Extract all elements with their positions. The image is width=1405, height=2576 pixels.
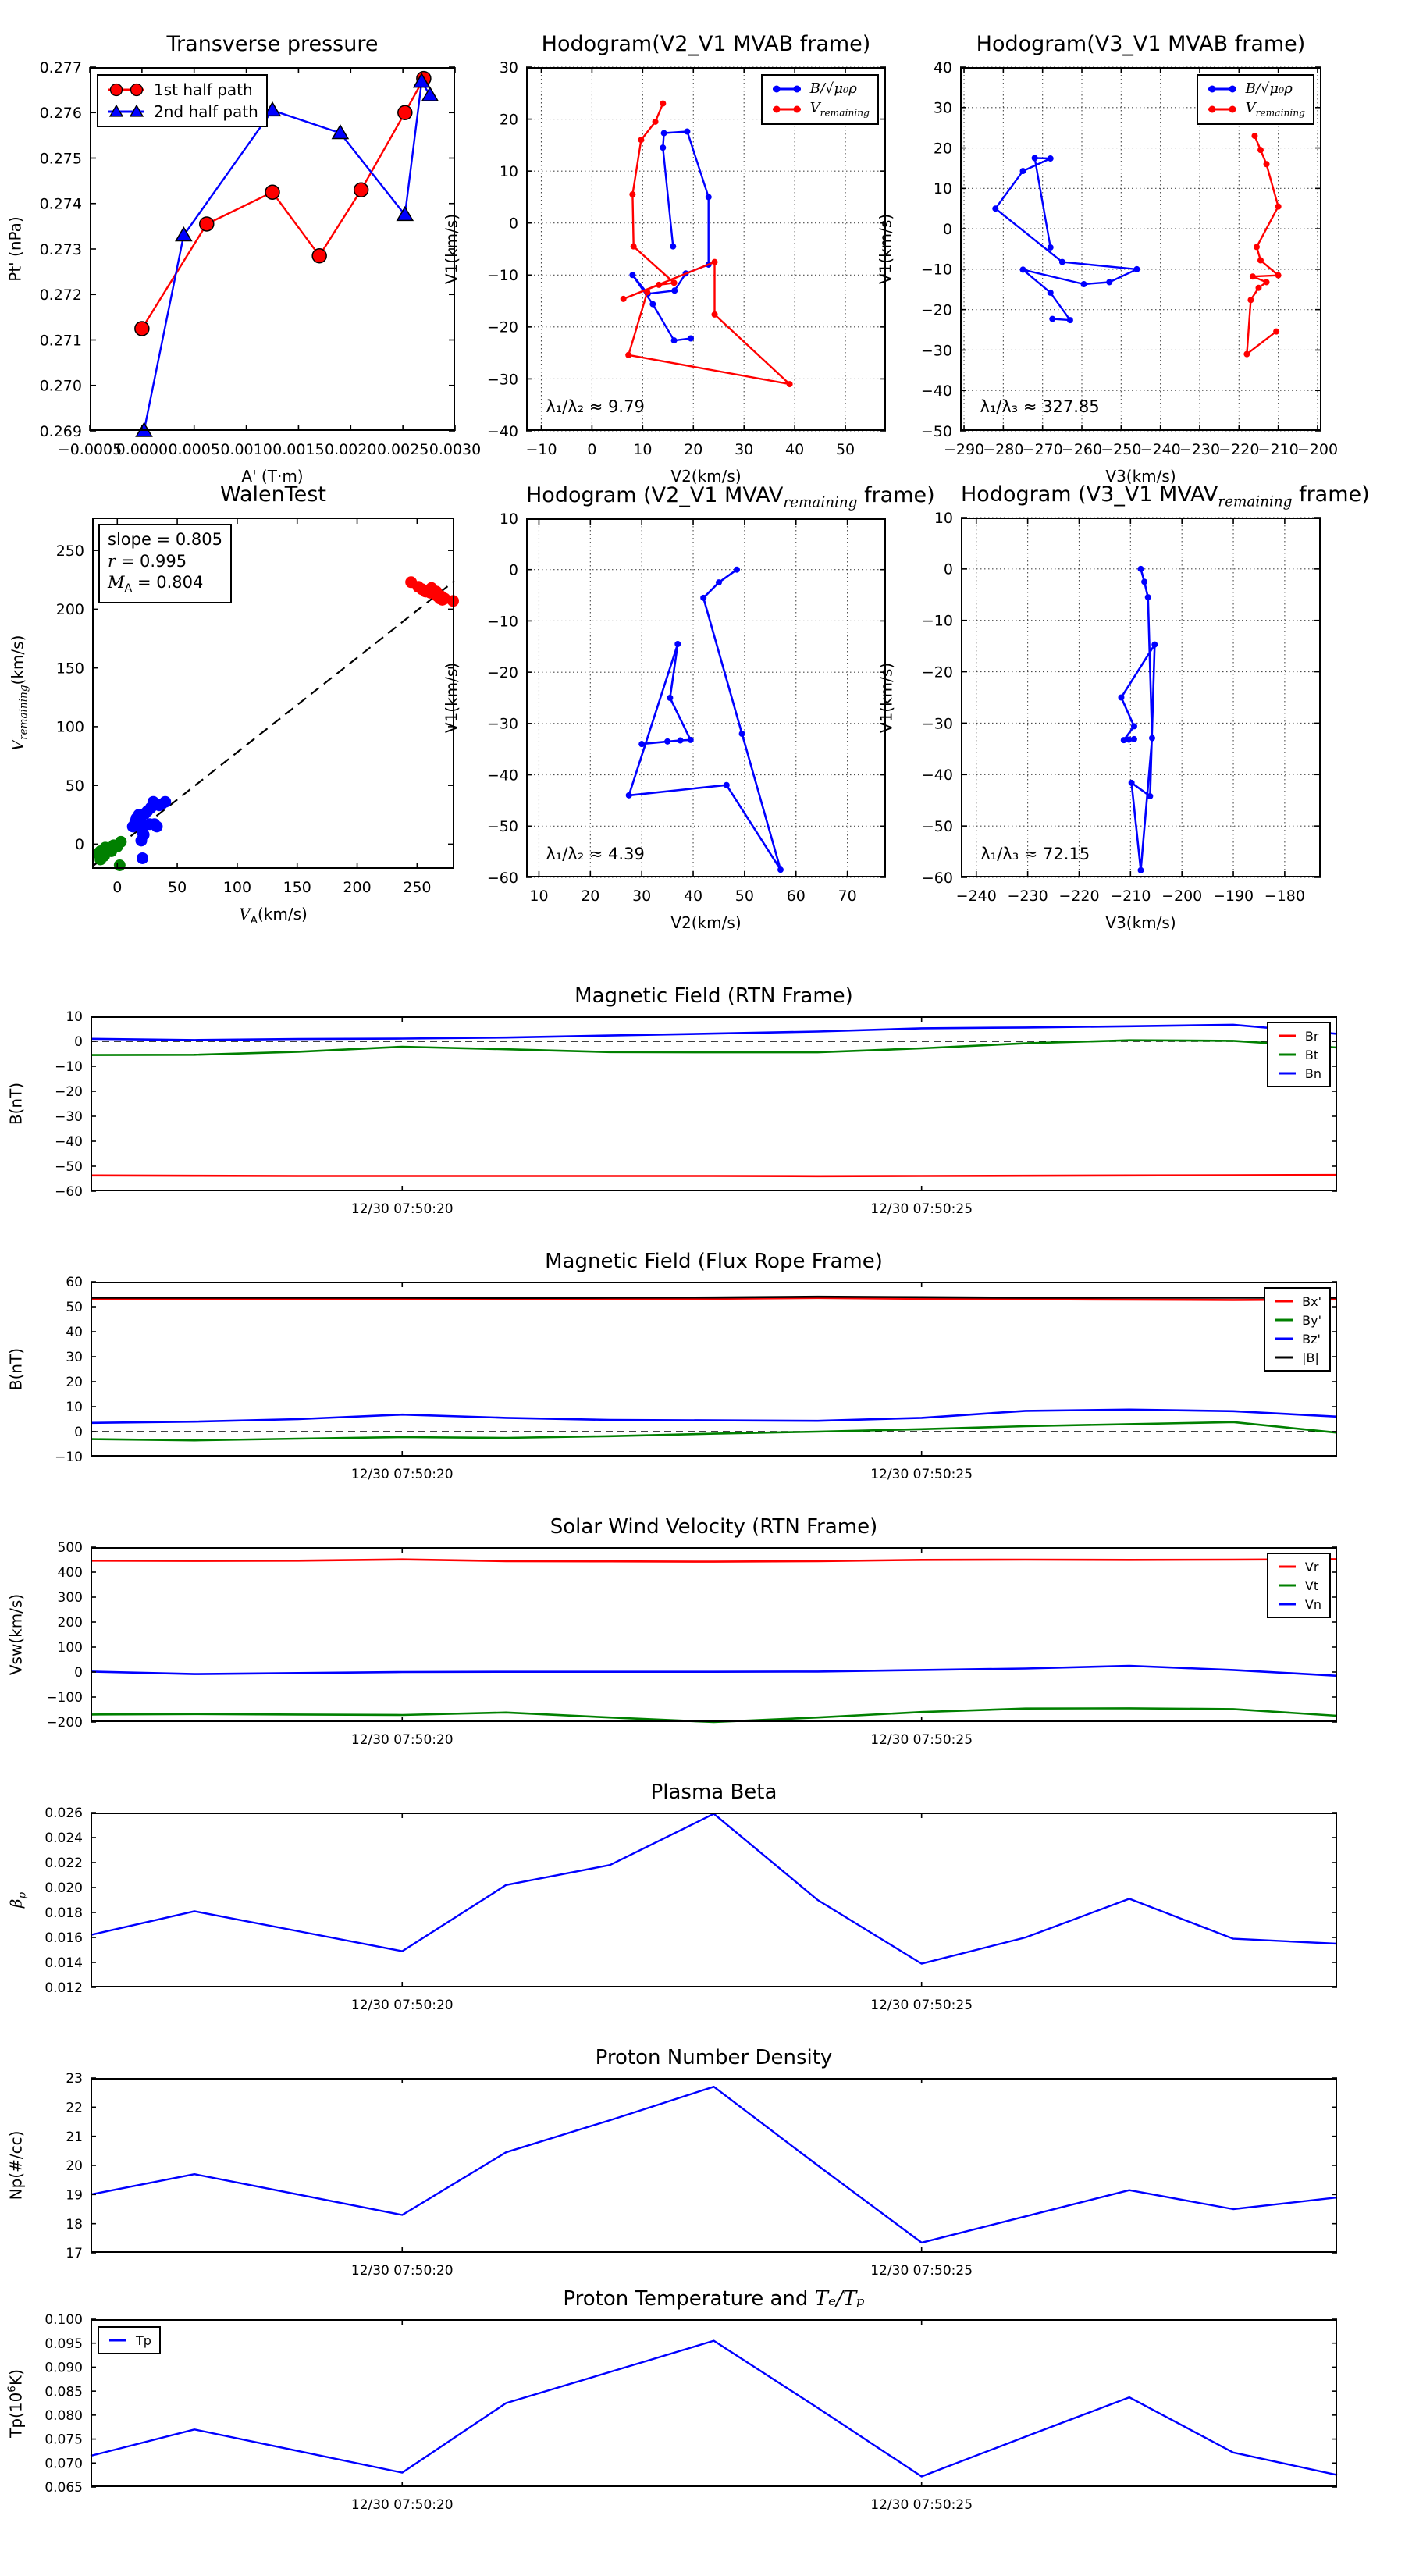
svg-text:12/30 07:50:25: 12/30 07:50:25: [870, 1998, 973, 2013]
legend-sample-dot: [770, 101, 803, 117]
svg-text:30: 30: [499, 59, 518, 76]
y-axis-label: $Tp(10^6K)$: [5, 2368, 26, 2438]
plot-canvas: [66, 2071, 1337, 2279]
svg-text:100: 100: [222, 879, 252, 896]
series-|B|: [91, 1297, 1337, 1298]
svg-text:500: 500: [57, 1540, 83, 1557]
svg-text:60: 60: [786, 888, 806, 905]
svg-text:0.0010: 0.0010: [220, 441, 272, 458]
svg-text:−230: −230: [1007, 888, 1048, 905]
svg-text:−260: −260: [1061, 441, 1103, 458]
svg-text:0: 0: [508, 215, 518, 233]
svg-text:250: 250: [55, 542, 84, 560]
legend-entry: [1276, 1047, 1321, 1062]
y-axis-label: $\beta_p$: [6, 1891, 29, 1909]
series-Bz': [91, 1410, 1337, 1423]
legend-sample-triangle: [106, 104, 147, 119]
panel-title: Plasma Beta: [650, 1780, 777, 1804]
svg-text:10: 10: [66, 1400, 83, 1416]
x-axis-label: $V_A(km/s)$: [239, 905, 308, 927]
svg-text:0: 0: [74, 1034, 83, 1051]
legend-label: Bz': [1302, 1331, 1321, 1347]
y-axis-label: B(nT): [6, 1347, 26, 1391]
svg-text:0.016: 0.016: [44, 1930, 83, 1947]
svg-text:0.0025: 0.0025: [376, 441, 429, 458]
legend-entry: [1273, 1312, 1321, 1328]
panel-hodogram-v2v1-mvav: [442, 482, 935, 932]
x-axis-label: A' (T·m): [241, 467, 304, 486]
legend-sample-dash: [107, 2332, 129, 2348]
legend-label: By': [1302, 1312, 1321, 1328]
svg-text:22: 22: [66, 2100, 83, 2116]
svg-text:−230: −230: [1179, 441, 1221, 458]
svg-text:0.014: 0.014: [44, 1955, 83, 1972]
panel-title: Hodogram (V2_V1 $MVAV_{remaining}$ frame): [526, 482, 935, 511]
panel-plasma-beta: [6, 1780, 1337, 2013]
legend-label: $V_{remaining}$: [1245, 100, 1305, 119]
svg-text:20: 20: [933, 140, 952, 158]
svg-text:0.085: 0.085: [44, 2384, 83, 2400]
y-axis-label: V1(km/s): [876, 213, 895, 285]
svg-text:10: 10: [529, 888, 549, 905]
legend-entry: [770, 100, 870, 119]
svg-text:0.270: 0.270: [39, 377, 82, 395]
svg-text:−30: −30: [920, 342, 952, 360]
svg-text:0.100: 0.100: [44, 2312, 83, 2329]
legend: [98, 2326, 161, 2354]
svg-text:0.024: 0.024: [44, 1831, 83, 1847]
series-Np: [91, 2087, 1337, 2243]
x-axis-label: V2(km/s): [670, 913, 742, 932]
legend-entry: [1276, 1028, 1321, 1044]
svg-text:0.275: 0.275: [39, 150, 82, 168]
legend-label: |B|: [1302, 1350, 1319, 1365]
series-Bt: [91, 1041, 1337, 1055]
svg-text:12/30 07:50:20: 12/30 07:50:20: [350, 1467, 454, 1482]
legend-entry: [1206, 100, 1305, 119]
svg-text:12/30 07:50:20: 12/30 07:50:20: [350, 2263, 454, 2279]
svg-text:−40: −40: [55, 1134, 83, 1151]
alfven-mach-value: $M_A = 0.804$: [108, 573, 204, 596]
svg-text:−200: −200: [46, 1715, 83, 1731]
legend-sample-dot: [770, 81, 803, 97]
svg-text:−30: −30: [486, 371, 518, 389]
series-beta_p: [91, 1814, 1337, 1964]
legend-label: B/√μ₀ρ: [1245, 80, 1293, 97]
svg-text:−40: −40: [486, 422, 518, 440]
legend-entry: [1276, 1578, 1321, 1593]
svg-text:−30: −30: [55, 1109, 83, 1126]
svg-text:−50: −50: [921, 817, 953, 835]
svg-text:−210: −210: [1257, 441, 1299, 458]
plot-canvas: [44, 1806, 1337, 2013]
legend-label: 1st half path: [154, 80, 253, 99]
svg-text:0.277: 0.277: [39, 59, 82, 76]
legend: [1264, 1287, 1331, 1372]
lambda-ratio-annotation: λ₁/λ₂ ≈ 4.39: [546, 844, 645, 863]
scatter-mid: [127, 796, 171, 864]
panel-proton-temperature: [5, 2286, 1337, 2513]
legend-entry: [106, 80, 258, 99]
svg-text:40: 40: [933, 59, 952, 76]
legend: [1267, 1553, 1331, 1618]
svg-text:0.0005: 0.0005: [168, 441, 220, 458]
svg-text:12/30 07:50:20: 12/30 07:50:20: [350, 1998, 454, 2013]
svg-text:−200: −200: [1297, 441, 1339, 458]
svg-text:20: 20: [66, 1375, 83, 1391]
svg-text:20: 20: [499, 111, 518, 129]
svg-text:0.273: 0.273: [39, 240, 82, 258]
svg-text:50: 50: [65, 777, 84, 795]
svg-text:12/30 07:50:25: 12/30 07:50:25: [870, 2263, 973, 2279]
svg-text:0.090: 0.090: [44, 2360, 83, 2376]
legend-sample-dash: [1276, 1596, 1298, 1612]
panel-transverse-pressure: [5, 31, 482, 486]
legend-sample-dash: [1273, 1331, 1295, 1347]
svg-text:40: 40: [785, 441, 805, 458]
svg-text:0.0020: 0.0020: [325, 441, 377, 458]
svg-text:−220: −220: [1058, 888, 1100, 905]
series-B over sqrt mu0 rho: [632, 132, 708, 341]
panel-title: Solar Wind Velocity (RTN Frame): [550, 1514, 878, 1539]
legend-entry: [1273, 1293, 1321, 1309]
svg-text:70: 70: [838, 888, 857, 905]
svg-text:0.070: 0.070: [44, 2456, 83, 2472]
svg-text:−60: −60: [921, 869, 953, 887]
x-axis-label: V3(km/s): [1105, 913, 1176, 932]
svg-text:0.018: 0.018: [44, 1905, 83, 1922]
svg-text:300: 300: [57, 1590, 83, 1606]
panel-title: Proton Temperature and Tₑ/Tₚ: [563, 2286, 865, 2311]
svg-text:18: 18: [66, 2216, 83, 2233]
series-B over sqrt mu0 rho: [995, 158, 1136, 321]
svg-text:0: 0: [74, 1665, 83, 1681]
svg-text:20: 20: [684, 441, 703, 458]
lambda-ratio-annotation: λ₁/λ₃ ≈ 327.85: [980, 397, 1100, 417]
svg-text:0.276: 0.276: [39, 105, 82, 123]
svg-text:10: 10: [934, 509, 953, 527]
svg-text:10: 10: [933, 180, 952, 198]
legend-entry: [770, 80, 870, 97]
svg-text:−10: −10: [920, 261, 952, 279]
panel-solar-wind-velocity: [6, 1514, 1337, 1748]
svg-text:−10: −10: [525, 441, 557, 458]
panel-proton-number-density: [6, 2045, 1337, 2279]
lambda-ratio-annotation: λ₁/λ₂ ≈ 9.79: [546, 397, 645, 417]
panel-magnetic-field-flux-rope: [6, 1249, 1337, 1482]
legend: [1267, 1022, 1331, 1087]
svg-text:−10: −10: [486, 613, 518, 631]
series-V remaining path: [629, 570, 781, 870]
slope-value: slope = 0.805: [108, 530, 222, 549]
svg-text:50: 50: [735, 888, 754, 905]
svg-text:50: 50: [66, 1300, 83, 1316]
scatter-outbound: [405, 576, 459, 607]
legend-label: Vn: [1304, 1596, 1321, 1612]
svg-text:−40: −40: [920, 382, 952, 400]
svg-text:−50: −50: [486, 818, 518, 836]
svg-text:30: 30: [632, 888, 652, 905]
y-axis-label: Np(#/cc): [6, 2130, 26, 2201]
svg-text:400: 400: [57, 1565, 83, 1582]
svg-text:−240: −240: [955, 888, 997, 905]
svg-text:50: 50: [835, 441, 855, 458]
panel-hodogram-v3v1-mvav: [877, 482, 1370, 932]
legend: [97, 74, 268, 127]
svg-text:12/30 07:50:25: 12/30 07:50:25: [870, 1467, 973, 1482]
svg-text:0.0030: 0.0030: [429, 441, 482, 458]
svg-text:10: 10: [499, 510, 518, 528]
svg-text:0.095: 0.095: [44, 2336, 83, 2352]
legend-entry: [107, 2332, 151, 2348]
series-V remaining path: [1122, 569, 1155, 870]
legend-label: $V_{remaining}$: [809, 100, 870, 119]
legend-label: Bn: [1304, 1066, 1321, 1081]
legend-label: Vt: [1304, 1578, 1319, 1593]
legend-entry: [1206, 80, 1305, 97]
svg-text:0.274: 0.274: [39, 195, 82, 213]
legend-sample-dash: [1276, 1047, 1298, 1062]
series-Tp: [91, 2341, 1337, 2477]
svg-text:150: 150: [55, 660, 84, 678]
svg-text:0.272: 0.272: [39, 286, 82, 304]
svg-text:250: 250: [403, 879, 432, 896]
svg-text:200: 200: [343, 879, 372, 896]
legend-entry: [1276, 1596, 1321, 1612]
legend-entry: [1273, 1331, 1321, 1347]
svg-text:−20: −20: [921, 664, 953, 681]
x-axis-label: V3(km/s): [1105, 467, 1176, 486]
svg-text:10: 10: [66, 1009, 83, 1026]
panel-title: WalenTest: [220, 482, 326, 507]
svg-text:0.022: 0.022: [44, 1856, 83, 1872]
svg-text:−0.0005: −0.0005: [57, 441, 123, 458]
svg-text:0.026: 0.026: [44, 1806, 83, 1822]
svg-text:−50: −50: [55, 1159, 83, 1176]
svg-text:−30: −30: [921, 715, 953, 733]
y-axis-label: B(nT): [6, 1082, 26, 1126]
legend-label: Bx': [1302, 1293, 1321, 1309]
svg-text:0.020: 0.020: [44, 1880, 83, 1897]
svg-text:−20: −20: [486, 318, 518, 336]
plot-canvas: [486, 510, 886, 905]
svg-text:−20: −20: [486, 664, 518, 681]
panel-hodogram-v3v1-mvab: [876, 31, 1339, 486]
svg-text:−270: −270: [1022, 441, 1063, 458]
panel-walen-test: [8, 482, 454, 927]
svg-text:40: 40: [683, 888, 703, 905]
legend-label: 2nd half path: [154, 102, 258, 121]
svg-text:0.075: 0.075: [44, 2432, 83, 2448]
svg-text:30: 30: [933, 99, 952, 117]
svg-text:−40: −40: [921, 767, 953, 785]
svg-text:−60: −60: [486, 869, 518, 887]
plot-canvas: [55, 1009, 1337, 1217]
plot-canvas: [44, 2312, 1337, 2513]
svg-text:−50: −50: [920, 422, 952, 440]
panel-title: Magnetic Field (Flux Rope Frame): [545, 1249, 883, 1273]
scatter-inbound: [92, 836, 126, 871]
svg-text:−20: −20: [55, 1084, 83, 1101]
svg-text:0.065: 0.065: [44, 2480, 83, 2496]
svg-text:0.0015: 0.0015: [272, 441, 325, 458]
svg-text:200: 200: [57, 1615, 83, 1631]
series-Vt: [91, 1708, 1337, 1722]
svg-text:0: 0: [112, 879, 123, 896]
legend: [1197, 74, 1314, 125]
svg-text:−40: −40: [486, 767, 518, 785]
svg-text:−220: −220: [1218, 441, 1260, 458]
svg-text:12/30 07:50:20: 12/30 07:50:20: [350, 2497, 454, 2513]
panel-title: Proton Number Density: [595, 2045, 833, 2069]
svg-text:0: 0: [943, 560, 953, 578]
svg-text:0.0000: 0.0000: [116, 441, 169, 458]
legend-sample-dash: [1273, 1350, 1295, 1365]
legend-sample-dash: [1273, 1293, 1295, 1309]
svg-text:−10: −10: [55, 1450, 83, 1466]
svg-text:60: 60: [66, 1275, 83, 1291]
svg-text:0: 0: [587, 441, 597, 458]
y-axis-label: $V_{remaining}(km/s)$: [8, 635, 30, 752]
correlation-value: r = 0.995: [108, 551, 187, 571]
svg-text:12/30 07:50:25: 12/30 07:50:25: [870, 2497, 973, 2513]
series-Br: [91, 1175, 1337, 1176]
svg-text:−100: −100: [46, 1690, 83, 1706]
svg-text:−60: −60: [55, 1184, 83, 1201]
panel-title: Hodogram(V3_V1 MVAB frame): [976, 31, 1306, 56]
svg-text:12/30 07:50:25: 12/30 07:50:25: [870, 1201, 973, 1217]
plot-canvas: [55, 1275, 1337, 1482]
svg-text:0.080: 0.080: [44, 2407, 83, 2424]
svg-text:40: 40: [66, 1325, 83, 1341]
legend-sample-circle: [106, 82, 147, 98]
svg-text:12/30 07:50:20: 12/30 07:50:20: [350, 1732, 454, 1748]
legend-sample-dash: [1276, 1028, 1298, 1044]
svg-text:20: 20: [581, 888, 600, 905]
svg-text:−20: −20: [920, 301, 952, 319]
svg-text:0: 0: [74, 1425, 83, 1441]
legend-entry: [1276, 1559, 1321, 1574]
lambda-ratio-annotation: λ₁/λ₃ ≈ 72.15: [980, 844, 1090, 863]
svg-text:−10: −10: [55, 1059, 83, 1076]
svg-text:−200: −200: [1161, 888, 1203, 905]
y-axis-label: Vsw(km/s): [6, 1593, 26, 1676]
legend-sample-dash: [1273, 1312, 1295, 1328]
legend-label: Vr: [1304, 1559, 1319, 1574]
svg-text:−240: −240: [1140, 441, 1181, 458]
svg-text:200: 200: [55, 601, 84, 619]
panel-title: Hodogram (V3_V1 $MVAV_{remaining}$ frame): [961, 482, 1370, 510]
y-axis-label: V1(km/s): [442, 213, 461, 285]
svg-text:0.269: 0.269: [39, 422, 82, 440]
svg-text:0.271: 0.271: [39, 332, 82, 350]
svg-text:30: 30: [66, 1350, 83, 1366]
svg-text:10: 10: [499, 162, 518, 180]
legend-sample-dash: [1276, 1066, 1298, 1081]
svg-text:150: 150: [283, 879, 311, 896]
walen-stats-box: [98, 524, 232, 603]
legend-sample-dot: [1206, 81, 1239, 97]
legend: [761, 74, 879, 125]
panel-magnetic-field-rtn: [6, 984, 1337, 1217]
svg-text:19: 19: [66, 2187, 83, 2204]
svg-text:12/30 07:50:25: 12/30 07:50:25: [870, 1732, 973, 1748]
svg-text:17: 17: [66, 2246, 83, 2262]
legend-entry: [106, 102, 258, 121]
series-Vn: [91, 1666, 1337, 1676]
svg-text:−290: −290: [943, 441, 985, 458]
legend-sample-dot: [1206, 101, 1239, 117]
svg-text:−210: −210: [1110, 888, 1151, 905]
y-axis-label: Pt' (nPa): [5, 216, 25, 282]
legend-entry: [1273, 1350, 1321, 1365]
svg-text:−180: −180: [1264, 888, 1305, 905]
legend-label: Bt: [1304, 1047, 1319, 1062]
svg-text:50: 50: [167, 879, 187, 896]
svg-text:12/30 07:50:20: 12/30 07:50:20: [350, 1201, 454, 1217]
svg-text:20: 20: [66, 2158, 83, 2175]
legend-sample-dash: [1276, 1578, 1298, 1593]
svg-text:30: 30: [735, 441, 754, 458]
x-axis-label: V2(km/s): [670, 467, 742, 486]
svg-text:−30: −30: [486, 715, 518, 733]
legend-label: Br: [1304, 1028, 1319, 1044]
legend-entry: [1276, 1066, 1321, 1081]
legend-sample-dash: [1276, 1559, 1298, 1574]
plot-canvas: [46, 1540, 1337, 1748]
svg-text:21: 21: [66, 2129, 83, 2145]
series-V remaining: [624, 104, 790, 385]
svg-text:−10: −10: [921, 612, 953, 630]
svg-text:−190: −190: [1212, 888, 1254, 905]
svg-text:10: 10: [633, 441, 653, 458]
svg-text:−10: −10: [486, 267, 518, 285]
plot-canvas: [921, 509, 1321, 905]
panel-title: Hodogram(V2_V1 MVAB frame): [541, 31, 871, 56]
series-Vr: [91, 1559, 1337, 1561]
svg-text:100: 100: [57, 1640, 83, 1656]
series-Bn: [91, 1025, 1337, 1041]
svg-text:0.012: 0.012: [44, 1980, 83, 1997]
svg-text:0: 0: [74, 836, 84, 854]
svg-text:23: 23: [66, 2071, 83, 2087]
y-axis-label: V1(km/s): [442, 662, 461, 734]
legend-label: B/√μ₀ρ: [809, 80, 857, 97]
svg-text:−280: −280: [983, 441, 1024, 458]
svg-text:100: 100: [55, 718, 84, 736]
series-V remaining: [1247, 136, 1278, 354]
legend-label: Tp: [136, 2332, 151, 2348]
svg-text:0: 0: [942, 220, 952, 238]
panel-title: Transverse pressure: [166, 31, 379, 56]
panel-title: Magnetic Field (RTN Frame): [574, 984, 853, 1008]
svg-text:0: 0: [508, 561, 518, 579]
svg-text:−250: −250: [1101, 441, 1142, 458]
y-axis-label: V1(km/s): [877, 662, 896, 733]
